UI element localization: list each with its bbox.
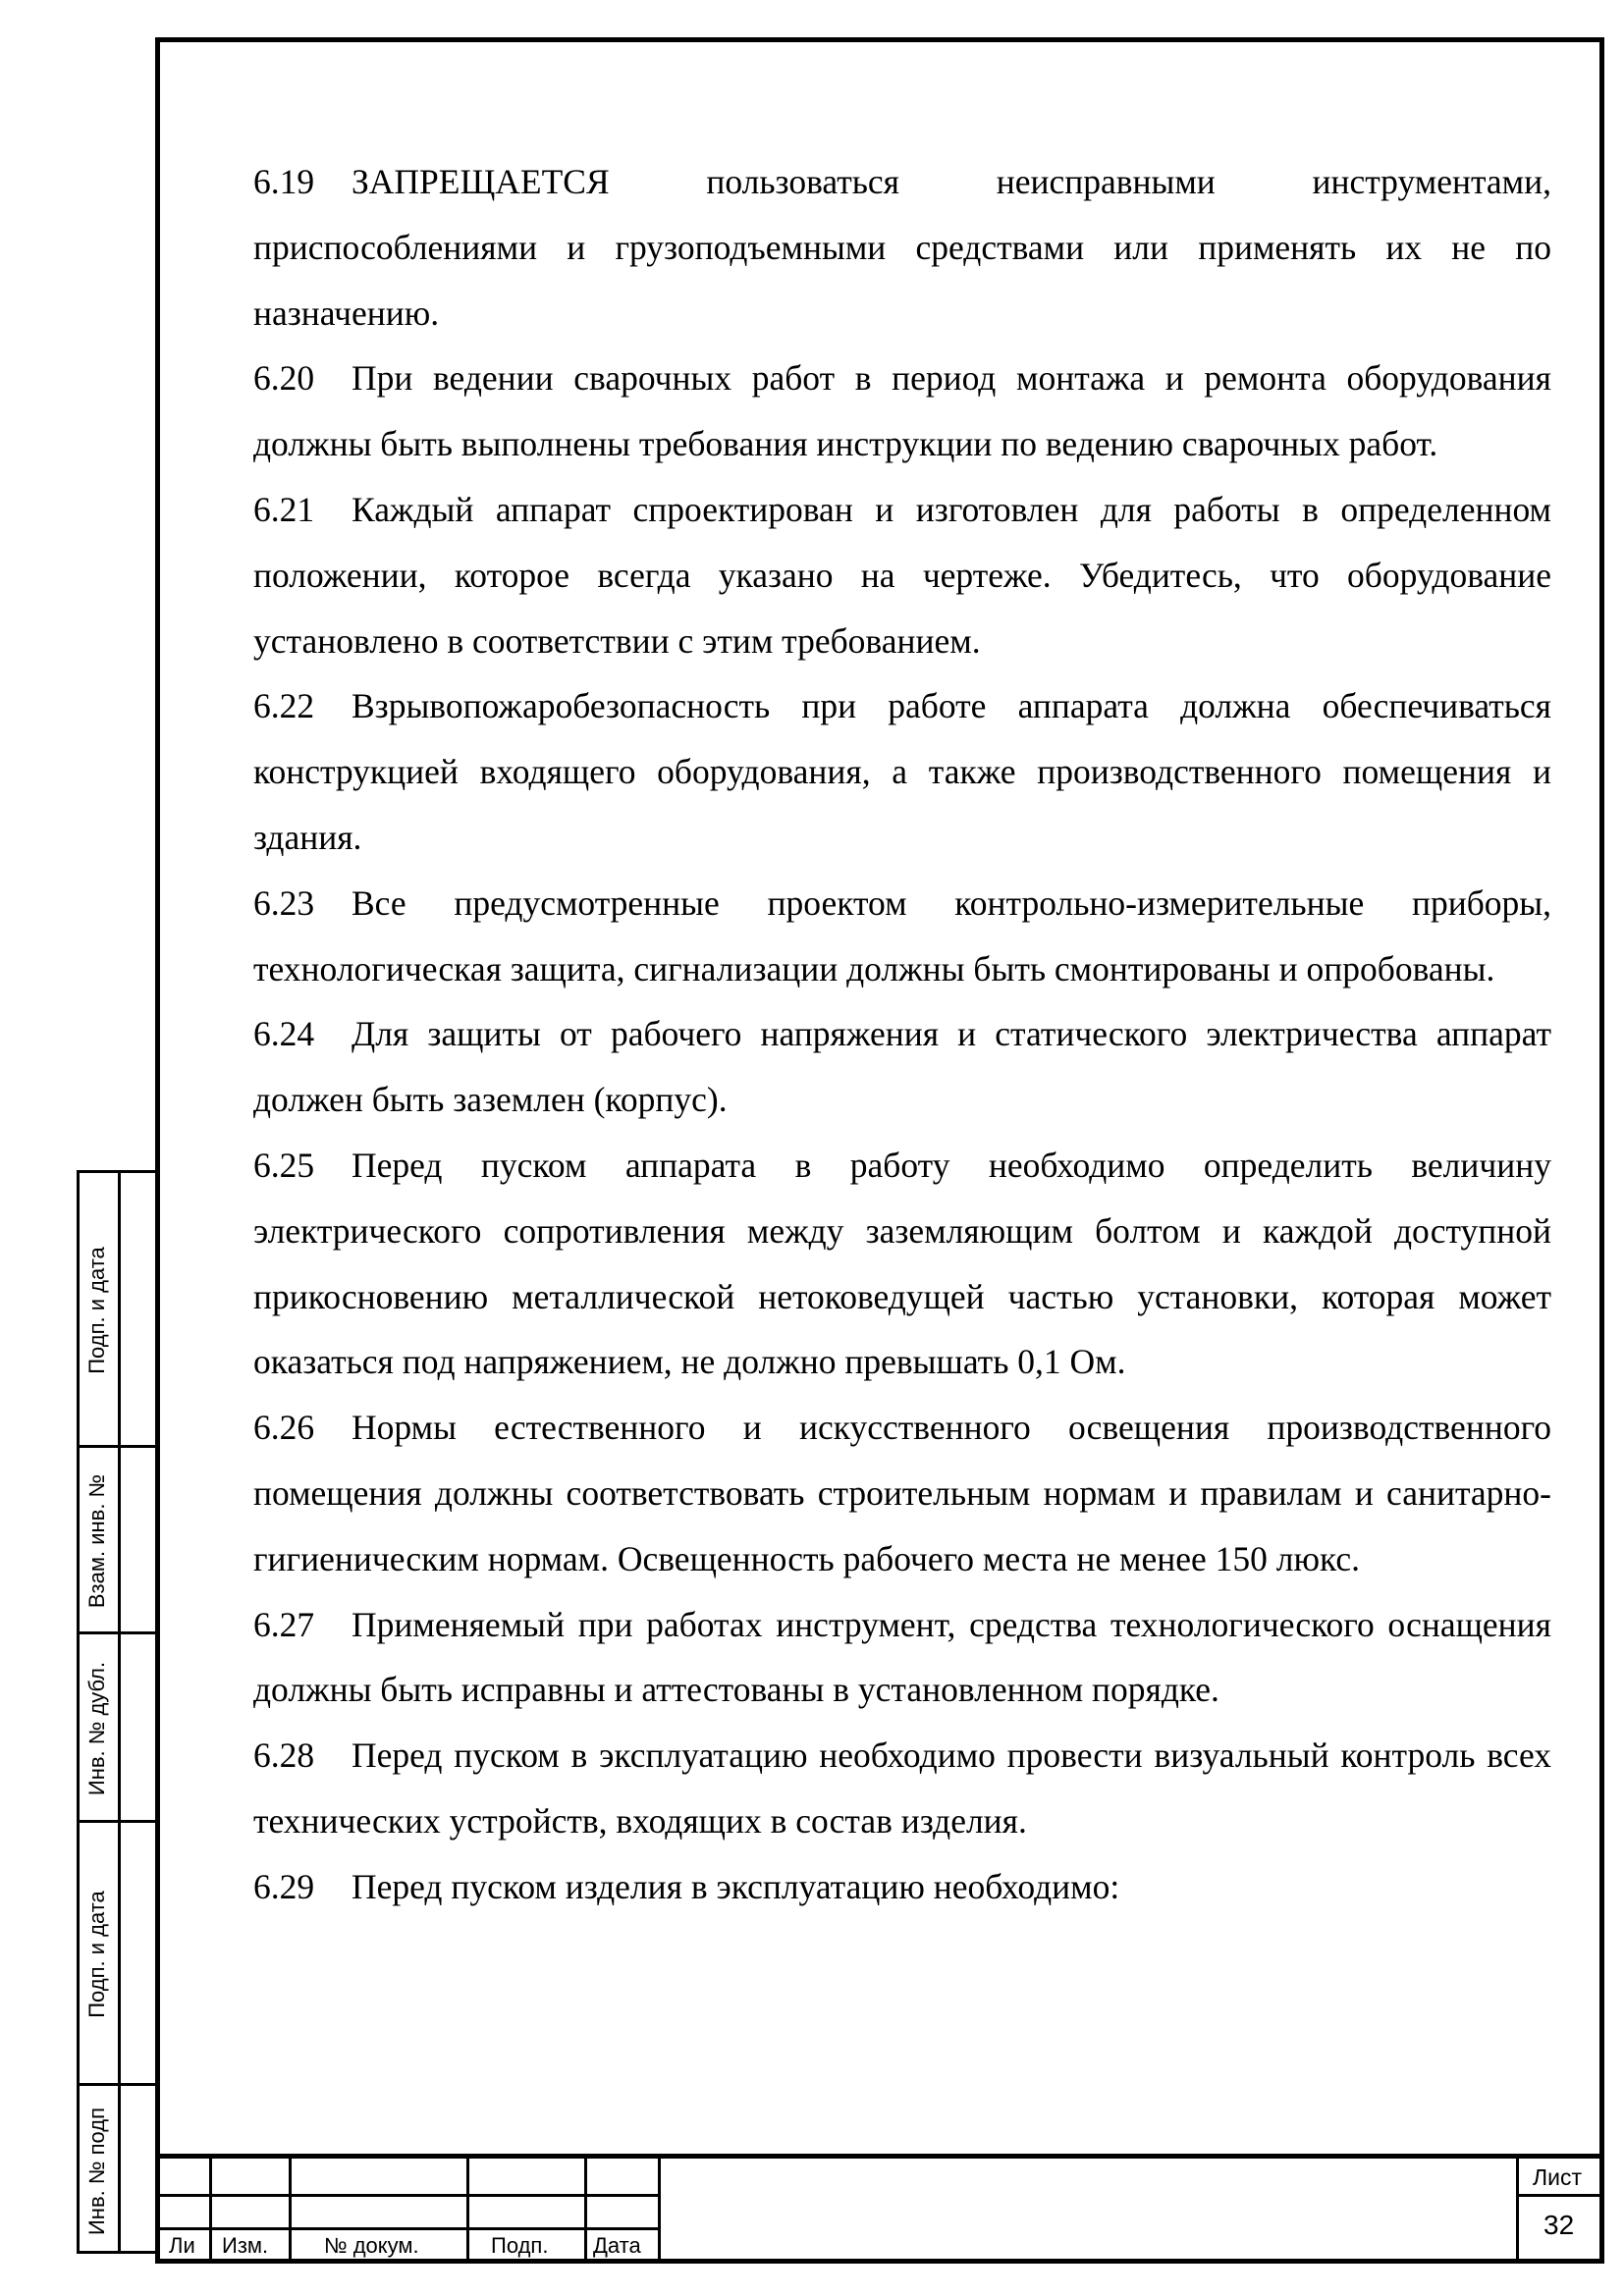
side-stamp-cell [77, 1631, 155, 1820]
paragraph-6-19 [253, 149, 1551, 346]
paragraph-6-24 [253, 1001, 1551, 1133]
side-stamp-label: Инв. № подп [84, 2107, 110, 2236]
title-block-col-line [289, 2159, 292, 2259]
side-stamp-cell [77, 1170, 155, 1445]
paragraph-text: Применяемый при работах инструмент, средства технологического оснащения должны быть исправны и аттестованы в установленном порядке. [253, 1604, 1551, 1710]
paragraph-6-22 [253, 673, 1551, 870]
paragraph-number: 6.29 [253, 1866, 315, 1906]
paragraph-6-26 [253, 1395, 1551, 1591]
paragraph-6-23 [253, 871, 1551, 1002]
title-block-row-line [155, 2194, 658, 2197]
paragraph-text: Перед пуском аппарата в работу необходимо определить величину электрического сопротивления между заземляющим болтом и каждой доступной прикосновению металлической нетоковедущей частью установки, которая может оказаться под напряжением, не должно превышать 0,1 Ом. [253, 1145, 1551, 1382]
title-block-col-line [466, 2159, 469, 2259]
paragraph-6-27 [253, 1592, 1551, 1724]
title-block [155, 2154, 1599, 2259]
paragraph-number: 6.24 [253, 1014, 315, 1054]
paragraph-text: Перед пуском в эксплуатацию необходимо провести визуальный контроль всех технических устройств, входящих в состав изделия. [253, 1735, 1551, 1841]
paragraph-6-29 [253, 1854, 1551, 1920]
column-label-signature: Подп. [491, 2233, 549, 2258]
paragraph-number: 6.20 [253, 358, 315, 399]
title-block-col-line [1516, 2159, 1519, 2259]
paragraph-6-20 [253, 346, 1551, 477]
paragraph-number: 6.19 [253, 162, 315, 201]
column-label-li: Ли [169, 2233, 195, 2258]
side-stamp-cell [77, 1820, 155, 2083]
paragraph-number: 6.27 [253, 1604, 315, 1644]
side-stamp-label: Взам. инв. № [84, 1473, 110, 1609]
paragraph-number: 6.26 [253, 1408, 315, 1448]
paragraph-number: 6.22 [253, 686, 315, 726]
paragraph-text: Нормы естественного и искусственного освещения производственного помещения должны соответствовать строительным нормам и правилам и санитарно-гигиеническим нормам. Освещенность рабочего места не менее 150 люкс. [253, 1408, 1551, 1578]
sheet-number: 32 [1543, 2210, 1575, 2240]
sheet-cell-line [1516, 2194, 1599, 2197]
side-stamp-label: Инв. № дубл. [84, 1661, 110, 1796]
paragraph-number: 6.25 [253, 1145, 315, 1185]
column-label-izm: Изм. [222, 2233, 269, 2258]
document-body [253, 149, 1551, 1920]
side-stamp-label: Подп. и дата [84, 1891, 109, 2018]
title-block-col-line [584, 2159, 587, 2259]
paragraph-text: Для защиты от рабочего напряжения и статического электричества аппарат должен быть заземлен (корпус). [253, 1014, 1551, 1120]
column-label-date: Дата [593, 2233, 641, 2258]
title-block-row-line [155, 2227, 658, 2230]
column-label-doc-number: № докум. [324, 2233, 419, 2258]
side-stamp [77, 1170, 155, 2254]
paragraph-number: 6.28 [253, 1735, 315, 1776]
side-stamp-cell [77, 1445, 155, 1631]
side-stamp-label: Подп. и дата [84, 1247, 109, 1374]
sheet-label: Лист [1533, 2164, 1582, 2190]
paragraph-number: 6.21 [253, 489, 315, 529]
paragraph-text: Перед пуском изделия в эксплуатацию необходимо: [352, 1866, 1120, 1906]
paragraph-6-25 [253, 1133, 1551, 1395]
title-block-col-line [658, 2159, 661, 2259]
paragraph-number: 6.23 [253, 882, 315, 923]
paragraph-text: ЗАПРЕЩАЕТСЯ пользоваться неисправными инструментами, приспособлениями и грузоподъемными средствами или применять их не по назначению. [253, 162, 1551, 333]
paragraph-text: Взрывопожаробезопасность при работе аппарата должна обеспечиваться конструкцией входящего оборудования, а также производственного помещения и здания. [253, 686, 1551, 857]
paragraph-6-21 [253, 477, 1551, 673]
paragraph-6-28 [253, 1723, 1551, 1854]
title-block-col-line [209, 2159, 212, 2259]
paragraph-text: Все предусмотренные проектом контрольно-измерительные приборы, технологическая защита, сигнализации должны быть смонтированы и опробованы. [253, 882, 1551, 988]
side-stamp-cell [77, 2083, 155, 2254]
paragraph-text: Каждый аппарат спроектирован и изготовлен для работы в определенном положении, которое всегда указано на чертеже. Убедитесь, что оборудование установлено в соответствии с этим требованием. [253, 489, 1551, 661]
paragraph-text: При ведении сварочных работ в период монтажа и ремонта оборудования должны быть выполнены требования инструкции по ведению сварочных работ. [253, 358, 1551, 464]
